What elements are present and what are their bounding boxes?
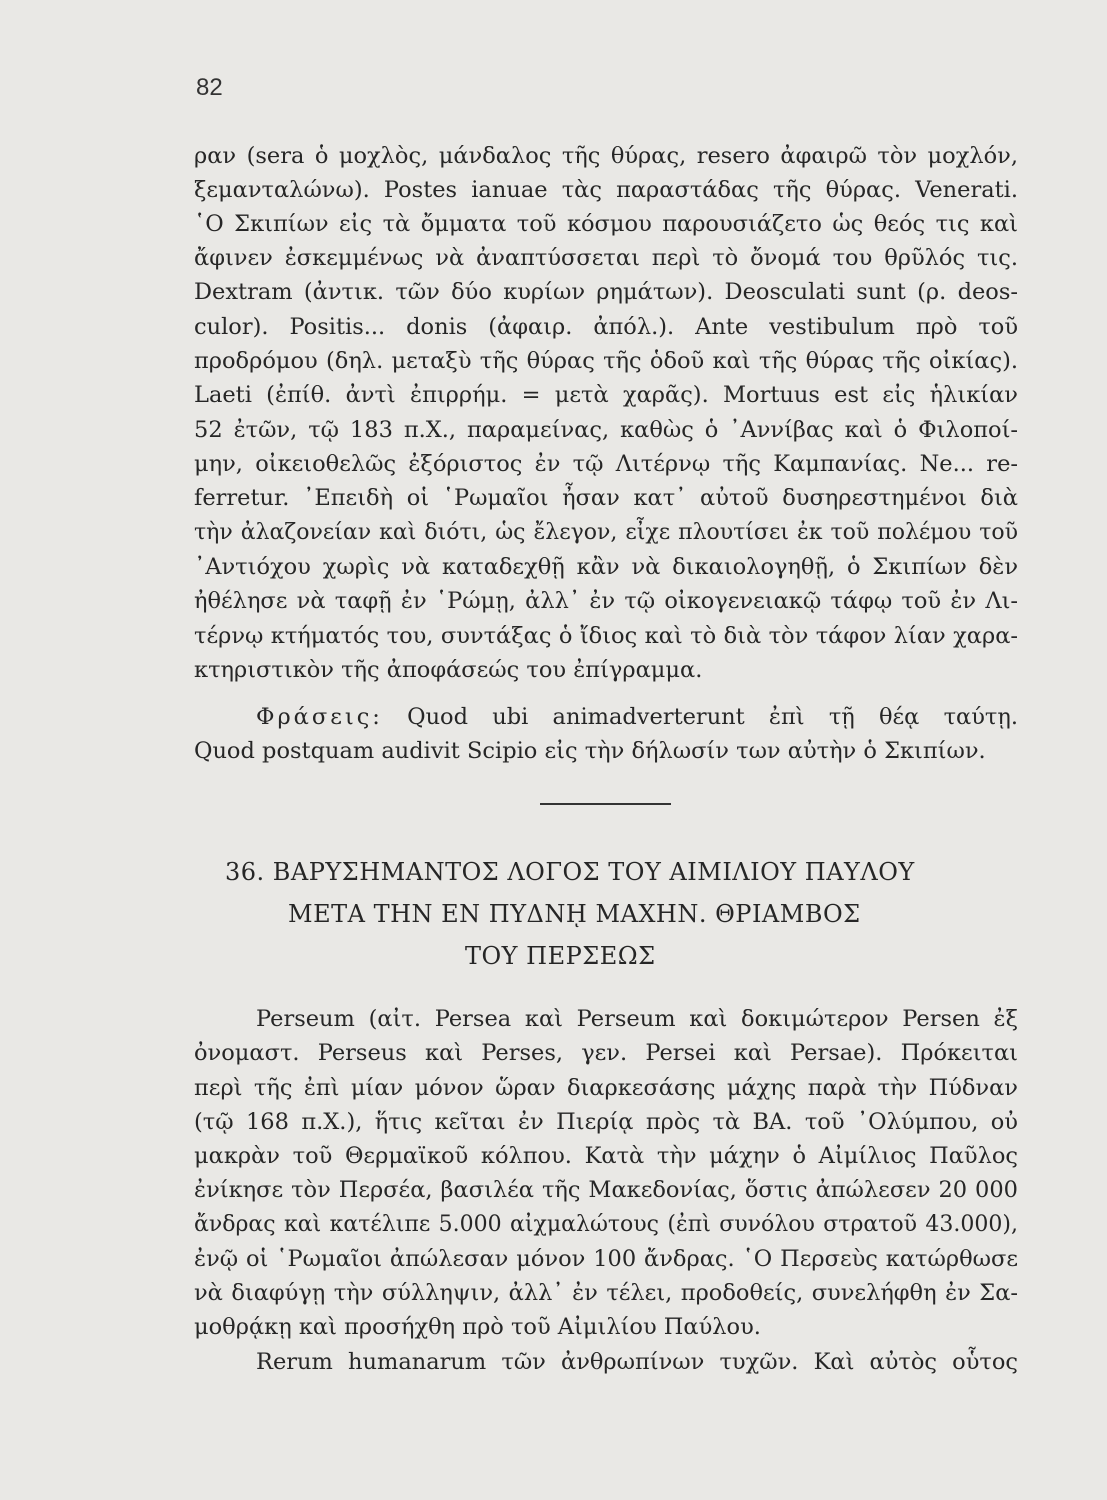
text-line: Rerum humanarum τῶν ἀνθρωπίνων τυχῶν. Καὶ αὐτὸς οὗτος	[256, 1349, 1018, 1375]
text-line: 52 ἐτῶν, τῷ 183 π.Χ., παραμείνας, καθὼς ὁ ᾿Αννίβας καὶ ὁ Φιλοποί-	[194, 417, 1018, 443]
text-line: ἐνίκησε τὸν Περσέα, βασιλέα τῆς Μακεδονίας, ὅστις ἀπώλεσεν 20 000	[194, 1177, 1018, 1203]
text-line: κτηριστικὸν τῆς ἀποφάσεώς του ἐπίγραμμα.	[194, 657, 703, 683]
text-line: Laeti (ἐπίθ. ἀντὶ ἐπιρρήμ. = μετὰ χαρᾶς). Mortuus est εἰς ἡλικίαν	[194, 382, 1018, 408]
heading-line: ΜΕΤΑ ΤΗΝ ΕΝ ΠΥΔΝῌ ΜΑΧΗΝ. ΘΡΙΑΜΒΟΣ	[288, 900, 861, 928]
text-line: ραν (sera ὁ μοχλὸς, μάνδαλος τῆς θύρας, resero ἀφαιρῶ τὸν μοχλόν,	[194, 143, 1018, 169]
text-line: τὴν ἀλαζονείαν καὶ διότι, ὡς ἔλεγον, εἶχε πλουτίσει ἐκ τοῦ πολέμου τοῦ	[194, 520, 1018, 545]
text-line: ᾿Αντιόχου χωρὶς νὰ καταδεχθῇ κἂν νὰ δικαιολογηθῇ, ὁ Σκιπίων δὲν	[194, 554, 1018, 580]
text-line: ξεμανταλώνω). Postes ianuae τὰς παραστάδας τῆς θύρας. Venerati.	[194, 177, 1018, 203]
text-line: μοθρᾴκῃ καὶ προσήχθη πρὸ τοῦ Αἰμιλίου Παύλου.	[194, 1314, 761, 1340]
text-line: ἠθέλησε νὰ ταφῇ ἐν ῾Ρώμῃ, ἀλλ᾿ ἐν τῷ οἰκογενειακῷ τάφῳ τοῦ ἐν Λι-	[194, 588, 1018, 614]
section-divider	[540, 803, 671, 805]
text-line: culor). Positis... donis (ἀφαιρ. ἀπόλ.). Ante vestibulum πρὸ τοῦ	[194, 314, 1018, 340]
heading-line: 36. ΒΑΡΥΣΗΜΑΝΤΟΣ ΛΟΓΟΣ ΤΟΥ ΑΙΜΙΛΙΟΥ ΠΑΥΛΟΥ	[225, 858, 915, 886]
text-line: ῾Ο Σκιπίων εἰς τὰ ὄμματα τοῦ κόσμου παρουσιάζετο ὡς θεός τις καὶ	[194, 211, 1018, 237]
text-line: μην, οἰκειοθελῶς ἐξόριστος ἐν τῷ Λιτέρνῳ τῆς Καμπανίας. Ne... re-	[194, 451, 1018, 477]
page-number: 82	[196, 74, 223, 101]
text-line: τέρνῳ κτήματός του, συντάξας ὁ ἴδιος καὶ τὸ διὰ τὸν τάφον λίαν χαρα-	[194, 623, 1018, 649]
text-line: (τῷ 168 π.Χ.), ἥτις κεῖται ἐν Πιερίᾳ πρὸς τὰ ΒΑ. τοῦ ᾿Ολύμπου, οὐ	[194, 1109, 1018, 1135]
text-line: ferretur. ᾿Επειδὴ οἱ ῾Ρωμαῖοι ἦσαν κατ᾿ αὐτοῦ δυσηρεστημένοι διὰ	[194, 485, 1018, 511]
text-line: Quod postquam audivit Scipio εἰς τὴν δήλωσίν των αὐτὴν ὁ Σκιπίων.	[194, 738, 986, 764]
phrases-text: Quod ubi animadverterunt ἐπὶ τῇ θέᾳ ταύτῃ.	[407, 704, 1018, 730]
heading-line: ΤΟΥ ΠΕΡΣΕΩΣ	[465, 942, 656, 970]
text-line: Dextram (ἀντικ. τῶν δύο κυρίων ρημάτων). Deosculati sunt (ρ. deos-	[194, 279, 1018, 305]
text-line: μακρὰν τοῦ Θερμαϊκοῦ κόλπου. Κατὰ τὴν μάχην ὁ Αἰμίλιος Παῦλος	[194, 1143, 1018, 1169]
text-line: ὀνομαστ. Perseus καὶ Perses, γεν. Persei καὶ Persae). Πρόκειται	[194, 1040, 1018, 1066]
text-line: ἄνδρας καὶ κατέλιπε 5.000 αἰχμαλώτους (ἐπὶ συνόλου στρατοῦ 43.000),	[194, 1212, 1018, 1237]
text-line: ἄφινεν ἐσκεμμένως νὰ ἀναπτύσσεται περὶ τὸ ὄνομά του θρῦλός τις.	[194, 245, 1018, 271]
text-line: ἐνῷ οἱ ῾Ρωμαῖοι ἀπώλεσαν μόνον 100 ἄνδρας. ῾Ο Περσεὺς κατώρθωσε	[194, 1246, 1018, 1272]
text-line: προδρόμου (δηλ. μεταξὺ τῆς θύρας τῆς ὁδοῦ καὶ τῆς θύρας τῆς οἰκίας).	[194, 348, 1018, 374]
text-line: Perseum (αἰτ. Persea καὶ Perseum καὶ δοκιμώτερον Persen ἐξ	[256, 1006, 1018, 1032]
phrases-first-line	[256, 700, 1018, 734]
text-line: περὶ τῆς ἐπὶ μίαν μόνον ὥραν διαρκεσάσης μάχης παρὰ τὴν Πύδναν	[194, 1075, 1018, 1101]
phrases-label: Φράσεις:	[256, 704, 383, 730]
text-line: νὰ διαφύγῃ τὴν σύλληψιν, ἀλλ᾿ ἐν τέλει, προδοθείς, συνελήφθη ἐν Σα-	[194, 1280, 1018, 1306]
